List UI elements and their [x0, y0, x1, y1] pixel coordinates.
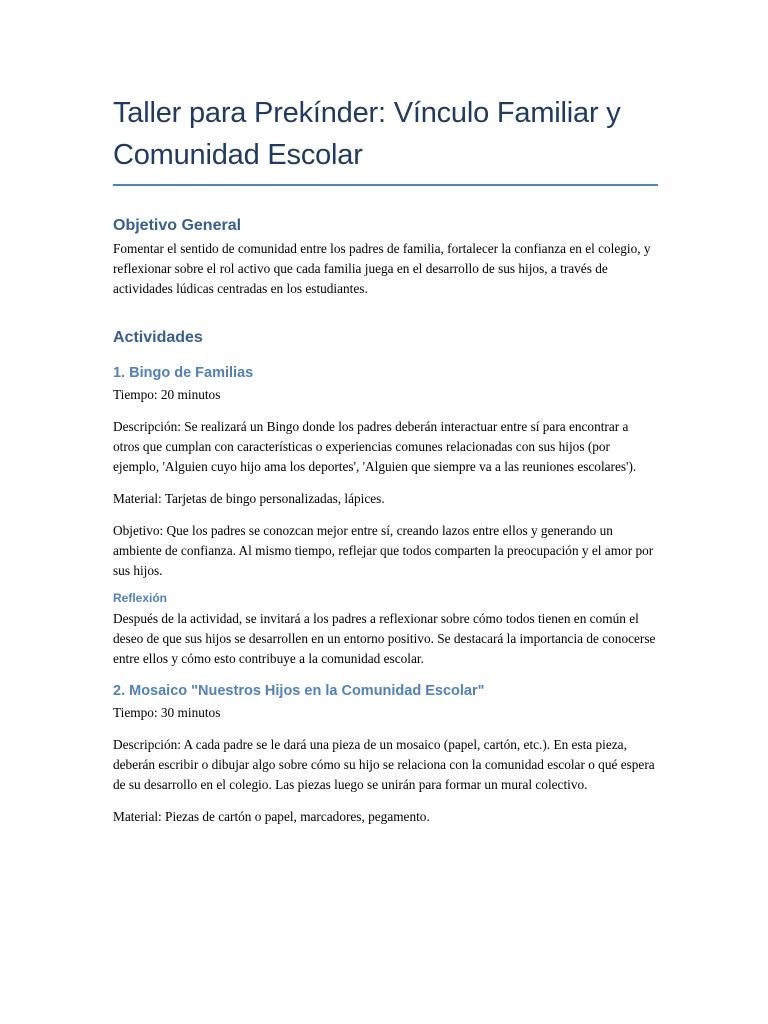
activity1-material: Material: Tarjetas de bingo personalizadas, lápices.	[113, 491, 385, 506]
objetivo-general-heading: Objetivo General	[113, 217, 242, 234]
activity2-descripcion: Descripción: A cada padre se le dará una pieza de un mosaico (papel, cartón, etc.). En esta pieza, deberán escribir o dibujar algo sobre cómo su hijo se relaciona con la comunidad escolar o qué espera de su desarrollo en el colegio. Las piezas luego se unirán para formar un mural colectivo.	[113, 737, 655, 792]
activity2-material: Material: Piezas de cartón o papel, marcadores, pegamento.	[113, 809, 430, 824]
activity1-heading: 1. Bingo de Familias	[113, 365, 254, 381]
activity1-tiempo: Tiempo: 20 minutos	[113, 387, 221, 402]
document-page	[113, 92, 658, 827]
reflexion-text: Después de la actividad, se invitará a los padres a reflexionar sobre cómo todos tienen en común el deseo de que sus hijos se desarrollen en un entorno positivo. Se destacará la importancia de conocerse entre ellos y cómo esto contribuye a la comunidad escolar.	[113, 611, 656, 666]
activity1-objetivo: Objetivo: Que los padres se conozcan mejor entre sí, creando lazos entre ellos y generando un ambiente de confianza. Al mismo tiempo, reflejar que todos comparten la preocupación y el amor por sus hijos.	[113, 523, 654, 578]
reflexion-heading: Reflexión	[113, 591, 168, 605]
activity2-tiempo: Tiempo: 30 minutos	[113, 705, 221, 720]
activity1-descripcion: Descripción: Se realizará un Bingo donde los padres deberán interactuar entre sí para encontrar a otros que cumplan con características o experiencias comunes relacionadas con sus hijos (por ejemplo, 'Alguien cuyo hijo ama los deportes', 'Alguien que siempre va a las reuniones escolares').	[113, 419, 637, 474]
objetivo-general-text: Fomentar el sentido de comunidad entre los padres de familia, fortalecer la confianza en el colegio, y reflexionar sobre el rol activo que cada familia juega en el desarrollo de sus hijos, a través de actividades lúdicas centradas en los estudiantes.	[113, 241, 651, 296]
actividades-heading: Actividades	[113, 329, 203, 346]
activity2-heading: 2. Mosaico "Nuestros Hijos en la Comunidad Escolar"	[113, 683, 485, 699]
document-title: Taller para Prekínder: Vínculo Familiar y Comunidad Escolar	[113, 92, 658, 186]
